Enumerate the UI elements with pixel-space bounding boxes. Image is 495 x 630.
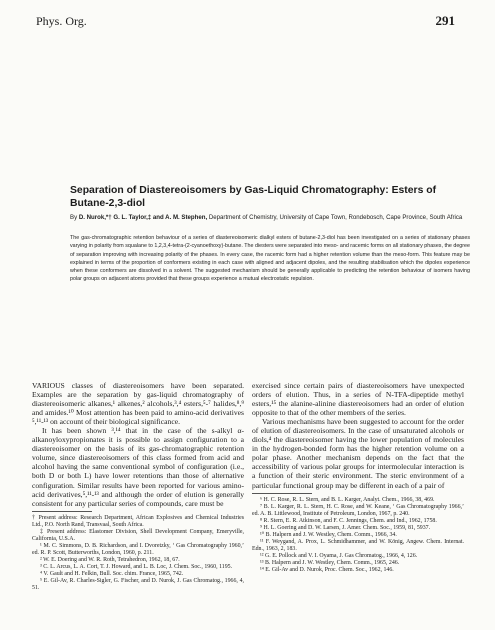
footnote: ¹⁴ E. Gil-Av and D. Nurok, Proc. Chem. Soc., 1962, 146. — [260, 567, 394, 574]
article-title: Separation of Diastereoisomers by Gas-Liquid Chromatography: Esters of Butane-2,3-diol — [70, 185, 437, 209]
footnote: ³ C. L. Arcus, L. A. Cort, T. J. Howard, and L. B. Loc, J. Chem. Soc., 1960, 1195. — [40, 563, 233, 570]
footnote: ¹¹ F. Weygand, A. Prox, L. Schmidhammer, and W. König, Angew. Chem. Internat. Edn., 1963, 2, 183. — [252, 538, 464, 552]
footnote: ¹³ B. Halpern and J. W. Westley, Chem. Comm., 1965, 246. — [260, 559, 400, 566]
footnote: ⁸ R. Stern, E. R. Atkinson, and F. C. Jennings, Chem. and Ind., 1962, 1758. — [260, 517, 437, 524]
footnote: ⁴ V. Gault and H. Felkin, Bull. Soc. chim. France, 1965, 742. — [40, 571, 184, 578]
paragraph: exercised since certain pairs of diastereoisomers have unexpected orders of elution. Thus, in a series of N-TFA-dipeptide methyl esters,¹⁵ the alanine-alinine diastereoisomers had an order of elution opposite to that of the other members of the series. — [252, 381, 464, 418]
by-label: By — [70, 214, 78, 221]
footnote: ² W. E. Doering and W. R. Roth, Tetrahedron, 1962, 18, 67. — [40, 556, 180, 563]
body-column-left — [32, 381, 244, 592]
footnotes-left — [32, 515, 244, 593]
footnote: ⁶ H. C. Rose, R. L. Stern, and B. L. Karger, Analyt. Chem., 1966, 38, 469. — [260, 496, 435, 503]
affiliation: Department of Chemistry, University of Cape Town, Rondebosch, Cape Province, South Africa — [208, 214, 463, 221]
footnote: ¹⁰ B. Halpern and J. W. Westley, Chem. Comm., 1966, 34. — [260, 531, 397, 538]
paragraph: VARIOUS classes of diastereoisomers have been separated. Examples are the separation by gas-liquid chromatography of diastereoisomeric alkanes,¹ alkenes,² alcohols,³,⁴ esters,⁵-⁷ halides,⁸,⁹ and amides.¹⁰ Most attention has been paid to amino-acid derivatives ⁵,¹¹-¹³ on account of their biological significance. — [32, 381, 244, 427]
footnote: ¹ M. C. Simmons, D. B. Richardson, and I. Dvoretzky, ‘ Gas Chromatography 1960,’ ed. R. P. Scott, Butterworths, London, 1960, p. 211. — [32, 542, 244, 556]
paragraph: Various mechanisms have been suggested to account for the order of elution of diastereoisomers. In the case of unsaturated alcohols or diols,⁴ the diastereoisomer having the lower population of molecules in the hydrogen-bonded form has the higher retention volume on a polar phase. Another mechanism depends on the fact that the accessibility of various polar groups for intermolecular interaction is a function of their steric environment. The steric environment of a particular functional group may be different in each of a pair of — [252, 417, 464, 490]
author-names: D. Nurok,*† G. L. Taylor,‡ and A. M. Stephen, — [78, 214, 208, 221]
footnote: ⁷ B. L. Karger, R. L. Stern, H. C. Rose, and W. Keane, ‘ Gas Chromatography 1966,’ ed. A. B. Littlewood, Institute of Petroleum, London, 1967, p. 240. — [252, 503, 464, 517]
author-block — [70, 214, 465, 223]
journal-header: Phys. Org. — [36, 14, 87, 28]
footnote-rule — [32, 511, 92, 512]
footnote: † Present address: Research Department, African Explosives and Chemical Industries Ltd., P.O. North Rand, Transvaal, South Africa. — [32, 514, 244, 528]
page-number: 291 — [435, 13, 455, 28]
footnotes-right — [252, 497, 464, 575]
body-column-right — [252, 381, 464, 574]
footnote-rule — [252, 493, 312, 494]
abstract: The gas-chromatographic retention behaviour of a series of diastereoisomeric dialkyl esters of butane-2,3-diol has been investigated on a series of stationary phases varying in polarity from squalane to 1,2,3,4-tetra-(2-cyanoethoxy)-butane. The diesters were separated into meso- and racemic forms on all stationary phases, the degree of separation improving with increasing polarity of the phases. In every case, the racemic form had a higher retention volume than the meso-form. This feature may be explained in terms of the proportion of conformers existing in each case with aligned and adjacent dipoles, and the resulting stabilisation which the dipoles experience when these conformers are dissolved in a solvent. The suggested mechanism should be generally applicable to predicting the retention behaviour of isomers having polar groups on adjacent atoms provided that these groups experience a mutual electrostatic repulsion. — [70, 235, 470, 283]
footnote: ¹² G. E. Pollock and V. I. Oyama, J. Gas Chromatog., 1966, 4, 126. — [260, 552, 418, 559]
footnote: ⁹ H. L. Goering and D. W. Larsen, J. Amer. Chem. Soc., 1959, 81, 5937. — [260, 524, 431, 531]
footnote: ‡ Present address: Elastomer Division, Shell Development Company, Emeryville, California, U.S.A. — [32, 528, 244, 542]
paragraph: It has been shown ³,¹⁴ that in the case of the s-alkyl α-alkanoyloxypropionates it is possible to assign configuration to a diastereoisomer on the basis of its gas-chromatographic retention volume, since diastereoisomers of this class formed from acid and alcohol having the same conventional symbol of configuration (i.e., both D or both L) have lower retentions than those of alternative configuration. Similar results have been reported for various amino-acid derivatives,⁵,¹¹-¹³ and although the order of elution is generally consistent for any particular series of compounds, care must be — [32, 426, 244, 508]
footnote: ⁵ E. Gil-Av, R. Charles-Sigler, G. Fischer, and D. Nurok, J. Gas Chromatog., 1966, 4, 51. — [32, 578, 244, 592]
